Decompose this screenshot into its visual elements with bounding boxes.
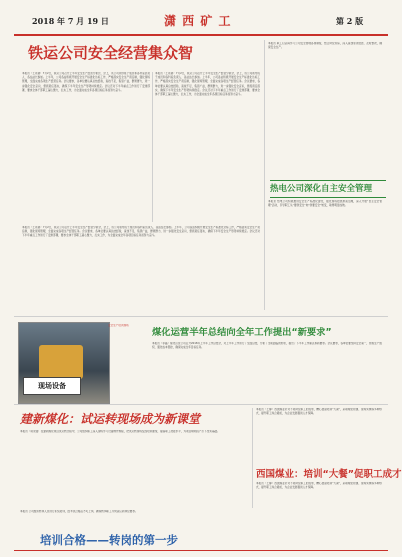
photo-caption: 现场设备	[38, 382, 66, 390]
photo-note: 安全生产培训现场	[108, 324, 129, 327]
photo-caption-box	[23, 377, 81, 395]
article-title-safety: 铁运公司安全经营集众智	[28, 44, 194, 62]
article-body-safety-col3: 本报讯（王兆钢）7月2日，铁运公司召开上半年安全生产经营分析会，会上，该公司领导班子成员和各科室负责人、各站站长参加。上半年，公司各站积极开展安全生产标准化达标工作，严格落实安全生产责任制，强化现场管理，全面完成各项生产经营任务。会议要求，各单位要认真总结经验，查找不足，集思广益，群策群力，进一步强化安全意识，狠抓责任落实，确保下半年安全生产形势持续稳定。会议还对下半年重点工作进行了安排部署，要求全体干部职工凝心聚力，扎实工作，为全面完成全年各项目标任务而努力奋斗。	[22, 226, 260, 238]
header-rule	[14, 34, 388, 36]
equipment-icon	[39, 345, 83, 379]
article-title-xiguo: 西国煤业：培训“大餐”促职工成才	[256, 469, 402, 480]
page-header	[14, 12, 388, 34]
article-body-new-coal: 本报讯（郭永强）在建新煤化项目试运转过程中，公司组织职工深入现场学习设备操作规程，把试运转现场变成培训课堂，提高职工技能水平，为项目顺利投产打下坚实基础。	[20, 430, 220, 433]
article-title-training: 培训合格——转岗的第一步	[40, 533, 178, 547]
divider	[14, 404, 388, 405]
article-body-xiguo: 本报讯（王静）西国煤业针对不同岗位职工的需求，精心准备培训“大餐”，采取理论授课、现场实操等多种形式，提升职工综合素质，为企业发展提供人才保障。	[256, 482, 382, 490]
masthead: 潇 西 矿 工	[164, 14, 232, 28]
divider	[264, 40, 265, 310]
article-title-heat-power	[270, 180, 386, 198]
header-date: 2018 年 7 月 19 日	[32, 16, 109, 26]
article-body-safety-col2: 本报讯（王兆钢）7月2日，铁运公司召开上半年安全生产经营分析会，会上，该公司领导班子成员和各科室负责人、各站站长参加。上半年，公司各站积极开展安全生产标准化达标工作，严格落实安全生产责任制，强化现场管理，全面完成各项生产经营任务。会议要求，各单位要认真总结经验，查找不足，集思广益，群策群力，进一步强化安全意识，狠抓责任落实，确保下半年安全生产形势持续稳定。会议还对下半年重点工作进行了安排部署，要求全体干部职工凝心聚力，扎实工作，为全面完成全年各项目标任务而努力奋斗。	[155, 72, 260, 97]
article-body-right-top: 本报讯 职工们认真学习公司安全管理各项制度，结合岗位实际，深入查找身边隐患，及时整改，确保安全生产。	[268, 42, 382, 50]
divider	[14, 316, 388, 317]
footer-rule	[14, 550, 388, 551]
article-title-new-coal: 建新煤化：试运转现场成为新课堂	[20, 412, 201, 426]
page-number: 第 2 版	[336, 16, 364, 26]
site-photo	[18, 322, 110, 404]
article-body-heat-power: 本报讯 热电公司积极推进安全生产标准化建设，强化现场隐患排查治理，深入开展“自主安全管理”活动，引导职工从“要我安全”向“我要安全”转变，取得明显成效。	[268, 200, 382, 208]
article-title-coal-chem: 煤化运营半年总结向全年工作提出“新要求”	[152, 327, 332, 338]
article-body-safety-col1: 本报讯（王兆钢）7月2日，铁运公司召开上半年安全生产经营分析会，会上，该公司领导班子成员和各科室负责人、各站站长参加。上半年，公司各站积极开展安全生产标准化达标工作，严格落实安全生产责任制，强化现场管理，全面完成各项生产经营任务。会议要求，各单位要认真总结经验，查找不足，集思广益，群策群力，进一步强化安全意识，狠抓责任落实，确保下半年安全生产形势持续稳定。会议还对下半年重点工作进行了安排部署，要求全体干部职工凝心聚力，扎实工作，为全面完成全年各项目标任务而努力奋斗。	[22, 72, 150, 92]
article-body-coal-chem: 本报讯（李磊）煤化运营公司召开2018年上半年工作总结会，对上半年工作进行了全面总结，分析了当前面临的形势，提出了下半年工作重点和新要求。会议要求，各单位要坚持安全第一，狠抓生产组织，强化成本管控，确保完成全年目标任务。	[152, 342, 382, 350]
divider	[252, 408, 253, 508]
article-body-training: 本报讯 公司组织转岗人员进行系统培训，经考试合格后方可上岗，确保转岗职工尽快适应新岗位要求。	[20, 510, 138, 513]
heat-power-title-text: 热电公司深化自主安全管理	[270, 184, 373, 194]
divider	[152, 72, 153, 222]
article-body-xiguo-top: 本报讯（王静）西国煤业针对不同岗位职工的需求，精心准备培训“大餐”，采取理论授课、现场实操等多种形式，提升职工综合素质，为企业发展提供人才保障。	[256, 408, 382, 416]
